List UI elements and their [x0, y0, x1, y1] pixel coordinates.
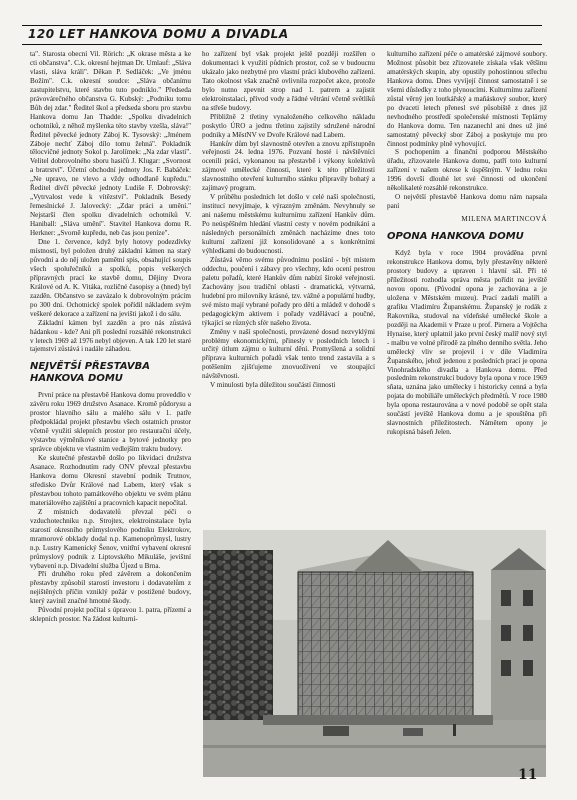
paragraph: ta". Starosta obecní Vil. Rörich: „K okrase města a ke cti občanstva". C.k. okresní hejtman Dr. Umlauf: „Sláva vlasti, sláva králi". Děkan P. Sedláček: „Ve jménu Božím". C.k. okresní soudce: „Sláva občanímu zastupitelstvu, které stavbu tuto podniklo." Předseda právovárečného občanstva G. Kubský: „Podniku tomu Bůh dej zdar." Ředitel škol a předseda sboru pro stavbu Hankova domu Jan Thadde: „Spolku divadelních ochotníků, z něhož myšlenka této stavby vzešla, sláva!" Ředitel pěvecké jednoty Záboj K. Tysovský: „Jménem Záboje nechť Záboj dílo tomu žehná". Pokladník tělocvičné jednoty Sokol p. Jarolímek: „Na zdar vlasti". Velitel dobrovolného sboru hasičů J. Klugar: „Svornost a bratrství". Účetní obchodní jednoty Jos. F. Babáček: „Ne upravo, ne vlevo a vždy odhodlaně kupředu." Ředitel dívčí pěvecké jednoty Ludiše F. Dobrovský: „Vytrvalost vede k vítězství". Pokladník Besedy řemeslnické J. Jalovecký: „Zdar práci a umění." Nejstarší člen spolku divadelních ochotníků V. Haniball: „Sláva umění". Stavitel Hankova domu R. Herkner: „Svorně kupředu, neb čas jsou peníze".	[30, 50, 191, 238]
paragraph: Změny v naší společnosti, provázené dosud nezvyklými problémy ekonomickými, přinesly v posledních letech i určitý útlum zájmu o kulturní dění. Promyšlená a solidní příprava kulturních pořadů však tento trend zastavila a s potěšením zjišťujeme znovuoživení ve stoupající návštěvnosti.	[202, 327, 375, 381]
building-scaffolding-photo	[203, 530, 546, 777]
paragraph: Když byla v roce 1904 prováděna první rekonstrukce Hankova domu, byly přestavěny některé prostory budovy a upraven i hlavní sál. Při té příležitosti rozhodla správa města pořídit na jeviště novou oponu. (Původní opona je zachována a je uložena v Městském muzeu). Prací zadali malíři a grafiku Vladimíru Županskému. Županský je rodák z Rakovníka, studoval na vídeňské umělecké škole a později na Akademii v Praze u prof. Pirnera a Vojtěcha Hynaise, který uplatnil jako první český malíř nový styl - malbu ve volné přírodě za plného denního světla. Jeho umělecký vliv se projevil i v díle Vladimíra Županského, jehož jedenou z posledních prací je opona Vinohradského divadla a Hankova domu. Před posledním rekonstrukcí budovy byla opona v roce 1969 sňata, uznána jako umělecky i historicky cenná a byla pojata do mobiliáře uměleckých předmětů. V roce 1980 byla opona restaurována a v nové podobě se opět stala součástí jeviště Hankova domu a je spouštěna při slavnostních příležitostech. Námětem opony je rukopisná báseň Jelen.	[387, 249, 547, 437]
paragraph: Z místních dodavatelů převzal péči o vzduchotechniku n.p. Strojtex, elektroinstalace byla starostí okresního průmyslového podniku Elektrokov, mramorové obklady dodal n.p. Kamenoprůmysl, lustry n.p. Lustry Kamenický Šenov, vnitřní vybavení okresní průmyslový podnik z Liptovského Mikuláše, jevištní vybavení n.p. Divadelní služba Újezd u Brna.	[30, 507, 191, 570]
text-column-left	[30, 50, 191, 775]
paragraph: V průběhu posledních let došlo v celé naší společnosti, institucí nevyjímaje, k výrazným změnám. Nevyhnuly se ani našemu městskému kulturnímu zařízení Hankův dům. Po neúspěšném hledání vlastní cesty v novém podnikání a následných personálních změnách nacházíme dnes toto kulturní zařízení již konsolidované a s konkrétními výhledkami do budoucnosti.	[202, 193, 375, 255]
paragraph: kulturního zařízení péče o amatérské zájmové soubory. Možnost působit bez zřizovatele získala však většinu amatérských skupin, aby opustily pohostinnou střechu Hankova domu. Dnes vyvíjejí činnost samostatně i se všemi důsledky z toho plynoucími. Kulturnímu zařízení zůstal věrný jen loutkářský a maňáskový soubor, který po dvaceti letech přenesl své působiště z dnes již nevhodného prostředí společenské místnosti Teplárny do Hankova domu. Ten nazanechl ani dnes už jiné samostatný pěvecký sbor Záboj a poskytuje mu pro činnost podmínky plně vyhovující.	[387, 50, 547, 148]
paragraph: Základní kámen byl zazděn a pro nás zůstává hádankou - kde? Ani při poslední rozsáhlé rekonstrukci v letech 1969 až 1976 nebyl objeven. A tak 120 let staré tajemství zůstává i nadále záhadou.	[30, 318, 191, 354]
paragraph: Přibližně 2 třetiny vynaloženého celkového nákladu poskytlo ÚRO a jednu třetinu zajistily sdružené národní podniky a MěstNV ve Dvoře Králové nad Labem.	[202, 112, 375, 139]
paragraph: Zůstává věrno svému původnímu poslání - být místem oddechu, poučení i zábavy pro všechny, kdo ocení pestrou paletu pořadů, které Hankův dům nabízí široké veřejnosti. Zachovány jsou tradiční oblasti - dramatická, výtvarná, hudební pro milovníky krásné, tzv. vážné a populární hudby, své místo mají vybrané pořady pro děti a mládež v dohodě s pedagogickým aktivem i pořady vzdělávací a poučné, týkající se různých sfér našeho života.	[202, 255, 375, 327]
paragraph: Při druhého roku před závěrem a dokončením přestavby způsobil starostí investoru i dodavatelům z nejištěných příčin vzniklý požár v postižené budovy, který zavinil značné hmotné škody.	[30, 570, 191, 606]
paragraph: S pochopením a finanční podporou Městského úřadu, zřizovatele Hankova domu, patří toto kulturní zařízení v našem okrese k úspěšným. V lednu roku 1996 dovrší dlouhé let své činnosti od ukončení několikaleté rozsáhlé rekonstrukce.	[387, 148, 547, 193]
paragraph: První práce na přestavbě Hankova domu proveddlo v závěru roku 1969 družstvo Asanace. Kromě půdorysu a prostor hlavního sálu a malého sálu v 1. patře předpokládal projekt přestavbu všech ostatních prostor včetně využití sklepních prostor pro restaurační účely, výstavbu výměníkové stanice a bytové jednotky pro správce objektu ve vlastním vedlejším traktu budovy.	[30, 391, 191, 454]
paragraph: ho zařízení byl však projekt ještě později rozšířen o dokumentaci k využití půdních prostor, což se v budoucnu ukázalo jako nezbytné pro vlastní práci klubového zařízení. Tato okolnost však značně ovlivnila rozpočet akce, protože bylo nutno zpevnit strop nad 1. patrem a zajistit elektroinstalaci, přívod vody a řádné větrání včetně světlíků na střeše budovy.	[202, 50, 375, 112]
page-number: 11	[518, 767, 538, 783]
section-heading-opona: OPONA HANKOVA DOMU	[387, 231, 524, 243]
author-signature: MILENA MARTINCOVÁ	[461, 215, 547, 224]
text-column-middle	[202, 50, 375, 527]
paragraph: Původní projekt počítal s úpravou 1. patra, přízemí a sklepních prostor. Na žádost kulturní-	[30, 606, 191, 624]
paragraph: O největší přestavbě Hankova domu nám napsala paní	[387, 193, 547, 211]
paragraph: Dne 1. července, když byly hotovy podezdívky místností, byl položen druhý základní kámen na starý původní a do něj uložen pamětní spis, obsahující soupis všech spoluřečníků a spolků, popis veškerých přípravných prací ke stavbě domu, Dějiny Dvora Králové od A. K. Vitáka, rozličné časopisy a (hned) byl zazděn. Občanstvo se zavázalo k dobrovolným prácím po 300 dní. Ochotnický spolek pořídil nákladem svým veškeré dekorace a zařízení na jevišti jakož i do sálu.	[30, 238, 191, 318]
page-header-title: 120 LET HANKOVA DOMU A DIVADLA	[28, 27, 289, 41]
section-heading-prestavba: NEJVĚTŠÍ PŘESTAVBA HANKOVA DOMU	[30, 361, 150, 385]
paragraph: Hankův dům byl slavnostně otevřen a znovu zpřístupněn veřejnosti 24. ledna 1976. Pozvaní hosté i návštěvníci ocenili práci, vykonanou na přestavbě i výkony kolektivů zájmové umělecké činnosti, které k této příležitosti slavnostního otevření kulturního stánku připravily bohatý a zajímavý program.	[202, 139, 375, 193]
header-banner	[22, 25, 542, 45]
paragraph: V minulosti byla důležitou součástí činnosti	[210, 381, 336, 390]
paragraph: Ke skutečné přestavbě došlo po likvidaci družstva Asanace. Rozhodnutím rady ONV převzal přestavbu Hankova domu Okresní stavební podnik Trutnov, středisko Dvůr Králové nad Labem, který však s přestavbou tohoto památkového objektu ve svém plánu materiálového zajištění a pracovních kapacit nepočítal.	[30, 454, 191, 507]
